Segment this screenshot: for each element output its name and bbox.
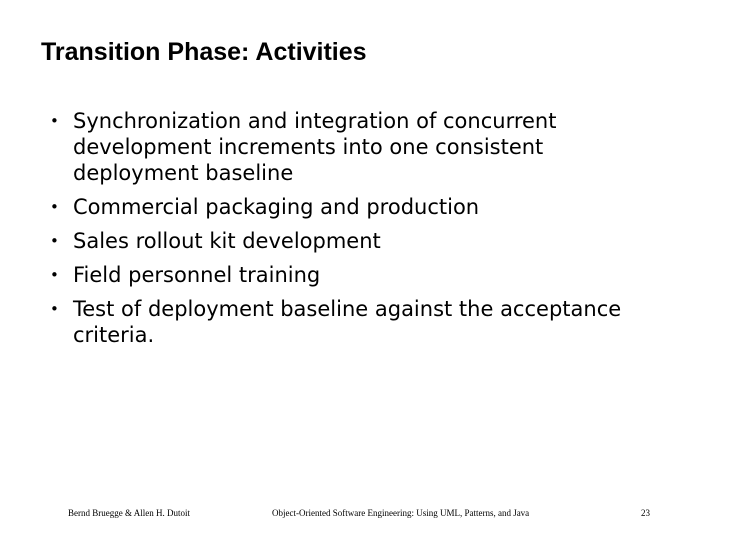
bullet-dot-icon: • [50, 266, 59, 284]
bullet-list [50, 108, 670, 356]
bullet-dot-icon: • [50, 112, 59, 130]
slide-title: Transition Phase: Activities [41, 38, 367, 66]
bullet-dot-icon: • [50, 300, 59, 318]
bullet-item [50, 108, 670, 186]
bullet-dot-icon: • [50, 232, 59, 250]
bullet-dot-icon: • [50, 198, 59, 216]
bullet-item [50, 262, 670, 288]
footer-authors: Bernd Bruegge & Allen H. Dutoit [68, 508, 190, 518]
footer-page-number: 23 [641, 508, 650, 518]
bullet-text: Field personnel training [73, 263, 321, 287]
bullet-item [50, 194, 670, 220]
bullet-item [50, 228, 670, 254]
bullet-item [50, 296, 670, 348]
bullet-text: Sales rollout kit development [73, 229, 381, 253]
bullet-text: Test of deployment baseline against the acceptance criteria. [73, 297, 622, 347]
footer-book-title: Object-Oriented Software Engineering: Using UML, Patterns, and Java [272, 508, 530, 518]
bullet-text: Commercial packaging and production [73, 195, 480, 219]
bullet-text: Synchronization and integration of concurrent development increments into one consistent deployment baseline [73, 109, 557, 185]
